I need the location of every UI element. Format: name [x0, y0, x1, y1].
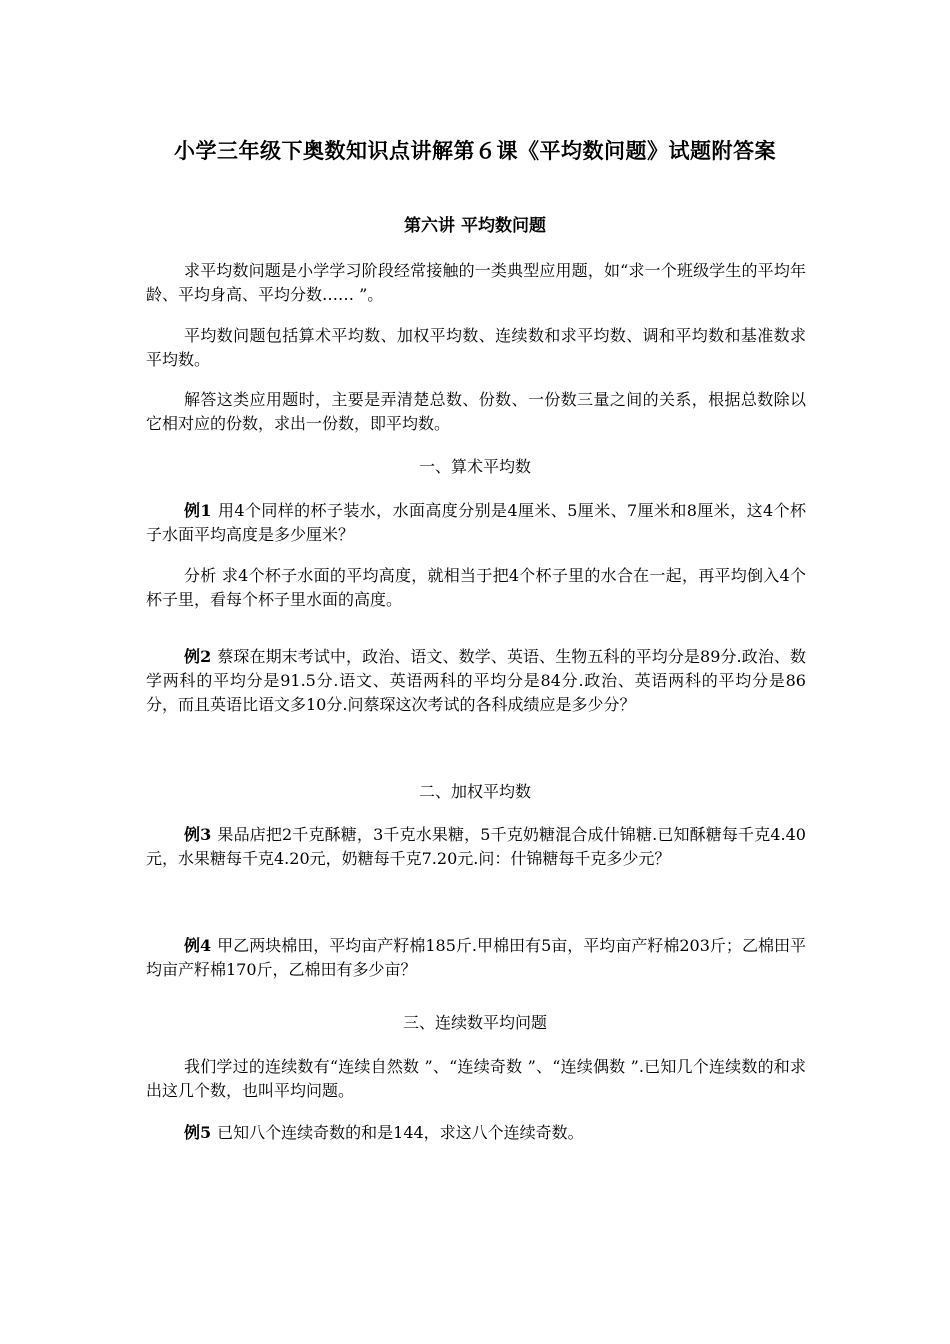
lecture-title: 第六讲 平均数问题	[404, 216, 546, 236]
example-label: 例5	[184, 1123, 212, 1142]
example-text: 已知八个连续奇数的和是144，求这八个连续奇数。	[217, 1123, 584, 1142]
example-text: 用4个同样的杯子装水，水面高度分别是4厘米、5厘米、7厘米和8厘米，这4个杯子水面平均高度是多少厘米？	[146, 501, 806, 544]
example-label: 例2	[184, 647, 212, 666]
section-heading-arithmetic-mean: 一、算术平均数	[418, 457, 531, 476]
section-heading-weighted-mean: 二、加权平均数	[418, 782, 531, 801]
example-4	[146, 934, 806, 982]
intro-paragraph-1: 求平均数问题是小学学习阶段经常接触的一类典型应用题，如“求一个班级学生的平均年龄、平均身高、平均分数…… ”。	[146, 261, 806, 304]
intro-paragraph-2: 平均数问题包括算术平均数、加权平均数、连续数和求平均数、调和平均数和基准数求平均数。	[146, 326, 806, 369]
example-label: 例4	[184, 936, 212, 955]
section-heading-consecutive-numbers: 三、连续数平均问题	[402, 1013, 547, 1032]
example-text: 果品店把2千克酥糖，3千克水果糖，5千克奶糖混合成什锦糖.已知酥糖每千克4.40元，水果糖每千克4.20元，奶糖每千克7.20元.问：什锦糖每千克多少元？	[146, 825, 806, 868]
example-1	[146, 499, 806, 547]
consecutive-numbers-paragraph: 我们学过的连续数有“连续自然数 ”、“连续奇数 ”、“连续偶数 ”.已知几个连续数的和求出这几个数，也叫平均问题。	[146, 1057, 806, 1100]
document-title: 小学三年级下奥数知识点讲解第６课《平均数问题》试题附答案	[174, 139, 776, 163]
example-3	[146, 823, 806, 871]
analysis-paragraph: 分析 求4个杯子水面的平均高度，就相当于把4个杯子里的水合在一起，再平均倒入4个杯子里，看每个杯子里水面的高度。	[146, 566, 806, 609]
example-text: 蔡琛在期末考试中，政治、语文、数学、英语、生物五科的平均分是89分.政治、数学两科的平均分是91.5分.语文、英语两科的平均分是84分.政治、英语两科的平均分是86分，而且英语比语文多10分.问蔡琛这次考试的各科成绩应是多少分？	[146, 647, 806, 714]
example-label: 例1	[184, 501, 212, 520]
example-label: 例3	[184, 825, 212, 844]
example-2	[146, 645, 806, 717]
intro-paragraph-3: 解答这类应用题时，主要是弄清楚总数、份数、一份数三量之间的关系，根据总数除以它相对应的份数，求出一份数，即平均数。	[146, 390, 806, 433]
example-text: 甲乙两块棉田，平均亩产籽棉185斤.甲棉田有5亩，平均亩产籽棉203斤；乙棉田平均亩产籽棉170斤，乙棉田有多少亩？	[146, 936, 806, 979]
example-5	[146, 1121, 806, 1145]
